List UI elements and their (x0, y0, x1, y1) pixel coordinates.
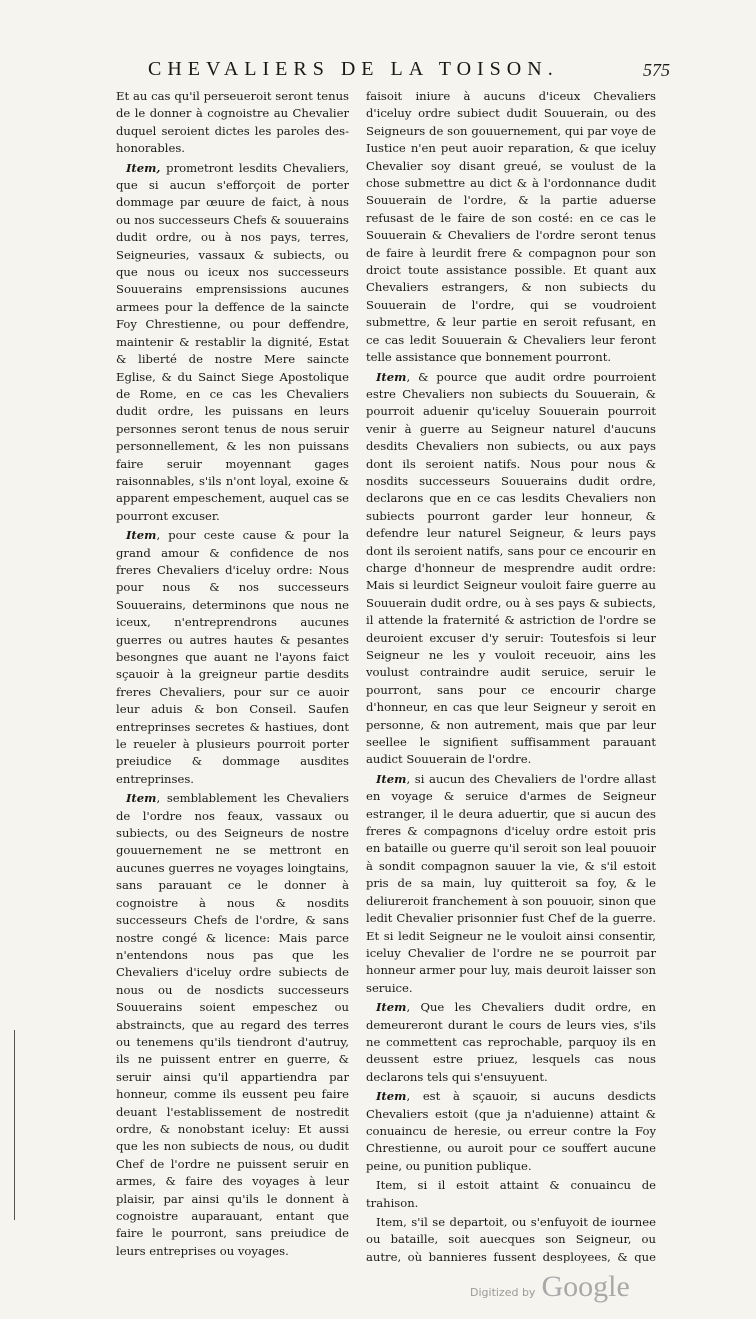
paragraph-rubric: Item (376, 771, 407, 786)
watermark-prefix: Digitized by (470, 1286, 536, 1299)
paragraph (116, 1262, 349, 1263)
margin-rule (14, 1030, 15, 1220)
paragraph (366, 1214, 656, 1263)
paragraph (116, 527, 349, 788)
paragraph-rubric: Item (376, 369, 407, 384)
right-column (366, 88, 656, 1263)
paragraph (116, 790, 349, 1260)
paragraph-rubric: Item, (126, 160, 161, 175)
paragraph (116, 160, 349, 526)
paragraph-text: , & pource que audit ordre pourroient estre Chevaliers non subiects du Souuerain, & pourroit aduenir qu'iceluy Souuerain pourroit venir à guerre au Seigneur naturel d'aucuns desdits Chevaliers non subiects, ou aux pays dont ils seroient natifs. Nous pour nous & nosdits successeurs Souuerains dudit ordre, declarons que en ce cas lesdits Chevaliers non subiects pourront garder leur honneur, & defendre leur naturel Seigneur, & leurs pays dont ils seroient natifs, sans pour ce encourir en charge d'honneur de mesprendre audit ordre: Mais si leurdict Seigneur vouloit faire guerre au Souuerain dudit ordre, ou à ses pays & subiects, il attende la fraternité & astriction de l'ordre se deuroient excuser d'y seruir: Toutesfois si leur Seigneur ne les y vouloit receuoir, ains les voulust contraindre audit seruice, seruir le pourront, sans pour ce encourir charge d'honneur, en cas que leur Seigneur y seroit en personne, & non autrement, mais que par leur seellee le signifient suffisamment parauant audict Souuerain de l'ordre. (366, 369, 656, 767)
left-column (116, 88, 349, 1263)
paragraph-text: , si aucun des Chevaliers de l'ordre allast en voyage & seruice d'armes de Seigneur estranger, il le deura aduertir, que si aucun des freres & compagnons d'iceluy ordre estoit pris en bataille ou guerre qu'il seroit son leal pouuoir à sondit compagnon sauuer la vie, & s'il estoit pris de sa main, luy quitteroit sa foy, & le deliureroit franchement à son pouuoir, sinon que ledit Chevalier prisonnier fust Chef de la guerre. Et si ledit Seigneur ne le vouloit ainsi consentir, iceluy Chevalier de l'ordre ne se pourroit par honneur armer pour luy, mais deuroit laisser son seruice. (366, 771, 656, 995)
page-header (120, 58, 670, 88)
paragraph (366, 1177, 656, 1212)
paragraph (366, 771, 656, 997)
paragraph (366, 369, 656, 769)
paragraph-text: Item, si il estoit attaint & conuaincu de trahison. (366, 1178, 656, 1210)
running-head: CHEVALIERS DE LA TOISON. (148, 58, 559, 80)
paragraph-text: faisoit iniure à aucuns d'iceux Chevaliers d'iceluy ordre subiect dudit Souuerain, ou des Seigneurs de son gouuernement, qui par voye de Iustice n'en peut auoir reparation, & que iceluy Chevalier soy disant greué, se voulust de la chose submettre au dict & à l'ordonnance dudit Souuerain de l'ordre, & la partie aduerse refusast de le faire de son costé: en ce cas le Souuerain & Chevaliers de l'ordre seront tenus de faire à leurdit frere & compagnon pour son droict toute assistance possible. Et quant aux Chevaliers estrangers, & non subiects du Souuerain de l'ordre, qui se voudroient submettre, & leur partie en seroit refusant, en ce cas ledit Souuerain & Chevaliers leur feront telle assistance que bonnement pourront. (366, 89, 656, 365)
paragraph-rubric: Item (126, 791, 157, 806)
google-logo: Google (541, 1270, 630, 1303)
paragraph-rubric: Item (126, 528, 157, 543)
paragraph (366, 999, 656, 1086)
paragraph-rubric: Item (376, 1089, 407, 1104)
paragraph-text: Et au cas qu'il perseueroit seront tenus de le donner à cognoistre au Chevalier duquel seroient dictes les paroles des-honorables. (116, 89, 349, 156)
paragraph-text: prometront lesdits Chevaliers, que si aucun s'efforçoit de porter dommage par œuure de faict, à nous ou nos successeurs Chefs & souuerains dudit ordre, ou à nos pays, terres, Seigneuries, vassaux & subiects, ou que nous ou iceux nos successeurs Souuerains emprensissions aucunes armees pour la deffence de la saincte Foy Chrestienne, ou pour deffendre, maintenir & restablir la dignité, Estat & liberté de nostre Mere saincte Eglise, & du Sainct Siege Apostolique de Rome, en ce cas les Chevaliers dudit ordre, les puissans en leurs personnes seront tenus de nous seruir personnellement, & les non puissans faire seruir moyennant gages raisonnables, s'ils n'ont loyal, exoine & apparent empeschement, auquel cas se pourront excuser. (116, 160, 349, 523)
page-number: 575 (643, 60, 670, 80)
digitized-watermark (470, 1270, 630, 1304)
paragraph-text: , est à sçauoir, si aucuns desdicts Chevaliers estoit (que ja n'aduienne) attaint & conuaincu de heresie, ou erreur contre la Foy Chrestienne, ou auroit pour ce souffert aucune peine, ou punition publique. (366, 1089, 656, 1173)
paragraph-text: Item, s'il se departoit, ou s'enfuyoit de iournee ou bataille, soit auecques son Seigneur, ou autre, où bannieres fussent desployees, & que (366, 1215, 656, 1263)
paragraph (366, 1088, 656, 1175)
paragraph-text: , semblablement les Chevaliers de l'ordre nos feaux, vassaux ou subiects, ou des Seigneurs de nostre gouuernement ne se mettront en aucunes guerres ne voyages loingtains, sans parauant ce le donner à cognoistre à nous & nosdits successeurs Chefs de l'ordre, & sans nostre congé & licence: Mais parce n'entendons nous pas que les Chevaliers d'iceluy ordre subiects de nous ou de nosdicts successeurs Souuerains soient empeschez ou abstraincts, que au regard des terres ou tenemens qu'ils tiendront d'autruy, ils ne puissent entrer en guerre, & seruir ainsi qu'il appartiendra par honneur, comme ils eussent peu faire deuant l'establissement de nostredit ordre, & nonobstant iceluy: Et aussi que les non subiects de nous, ou dudit Chef de l'ordre ne puissent seruir en armes, & faire des voyages à leur plaisir, par ainsi qu'ils le donnent à cognoistre auparauant, entant que faire le pourront, sans preiudice de leurs entreprises ou voyages. (116, 791, 349, 1258)
paragraph (366, 88, 656, 367)
paragraph (116, 88, 349, 158)
paragraph-text: , Que les Chevaliers dudit ordre, en demeureront durant le cours de leurs vies, s'ils ne commettent cas reprochable, parquoy ils en deussent estre priuez, lesquels cas nous declarons tels qui s'ensuyuent. (366, 1000, 656, 1084)
paragraph-text: , pour ceste cause & pour la grand amour & confidence de nos freres Chevaliers d'iceluy ordre: Nous pour nous & nos successeurs Souuerains, determinons que nous ne iceux, n'entreprendrons aucunes guerres ou autres hautes & pesantes besongnes que auant ne l'ayons faict sçauoir à la greigneur partie desdits freres Chevaliers, pour sur ce auoir leur aduis & bon Conseil. Saufen entreprinses secretes & hastiues, dont le reueler à plusieurs pourroit porter preiudice & dommage ausdites entreprinses. (116, 528, 349, 786)
paragraph-rubric: Item (376, 1000, 407, 1015)
